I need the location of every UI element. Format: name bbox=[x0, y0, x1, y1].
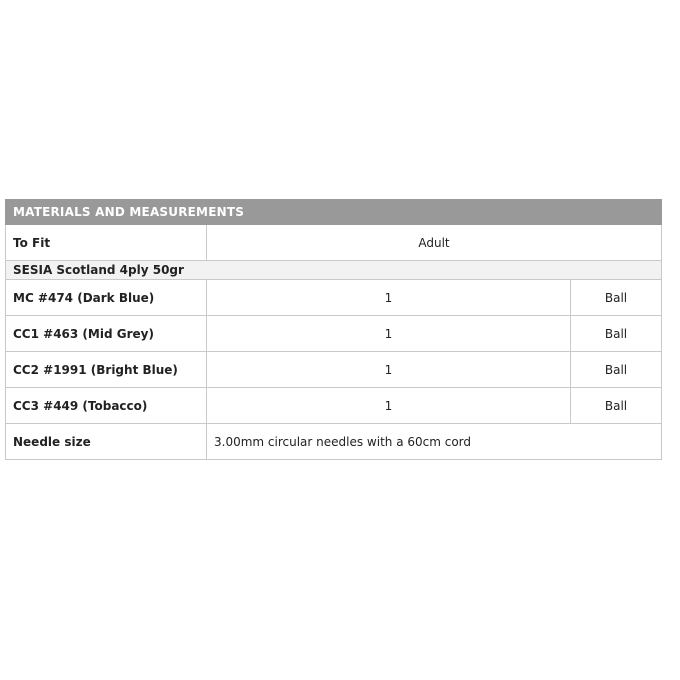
table-header-row bbox=[6, 200, 662, 225]
color-qty: 1 bbox=[207, 316, 571, 352]
color-unit: Ball bbox=[571, 352, 662, 388]
color-label: MC #474 (Dark Blue) bbox=[6, 280, 207, 316]
color-unit: Ball bbox=[571, 316, 662, 352]
table-row bbox=[6, 352, 662, 388]
to-fit-row bbox=[6, 225, 662, 261]
table-row bbox=[6, 280, 662, 316]
color-unit: Ball bbox=[571, 280, 662, 316]
color-label: CC1 #463 (Mid Grey) bbox=[6, 316, 207, 352]
to-fit-label: To Fit bbox=[6, 225, 207, 261]
yarn-label: SESIA Scotland 4ply 50gr bbox=[6, 261, 662, 280]
yarn-row bbox=[6, 261, 662, 280]
color-qty: 1 bbox=[207, 352, 571, 388]
materials-table bbox=[5, 199, 662, 460]
needle-value: 3.00mm circular needles with a 60cm cord bbox=[207, 424, 662, 460]
table-title: MATERIALS AND MEASUREMENTS bbox=[6, 200, 662, 225]
needle-row bbox=[6, 424, 662, 460]
table-row bbox=[6, 388, 662, 424]
color-qty: 1 bbox=[207, 280, 571, 316]
table-row bbox=[6, 316, 662, 352]
color-qty: 1 bbox=[207, 388, 571, 424]
color-unit: Ball bbox=[571, 388, 662, 424]
color-label: CC3 #449 (Tobacco) bbox=[6, 388, 207, 424]
to-fit-value: Adult bbox=[207, 225, 662, 261]
color-label: CC2 #1991 (Bright Blue) bbox=[6, 352, 207, 388]
needle-label: Needle size bbox=[6, 424, 207, 460]
